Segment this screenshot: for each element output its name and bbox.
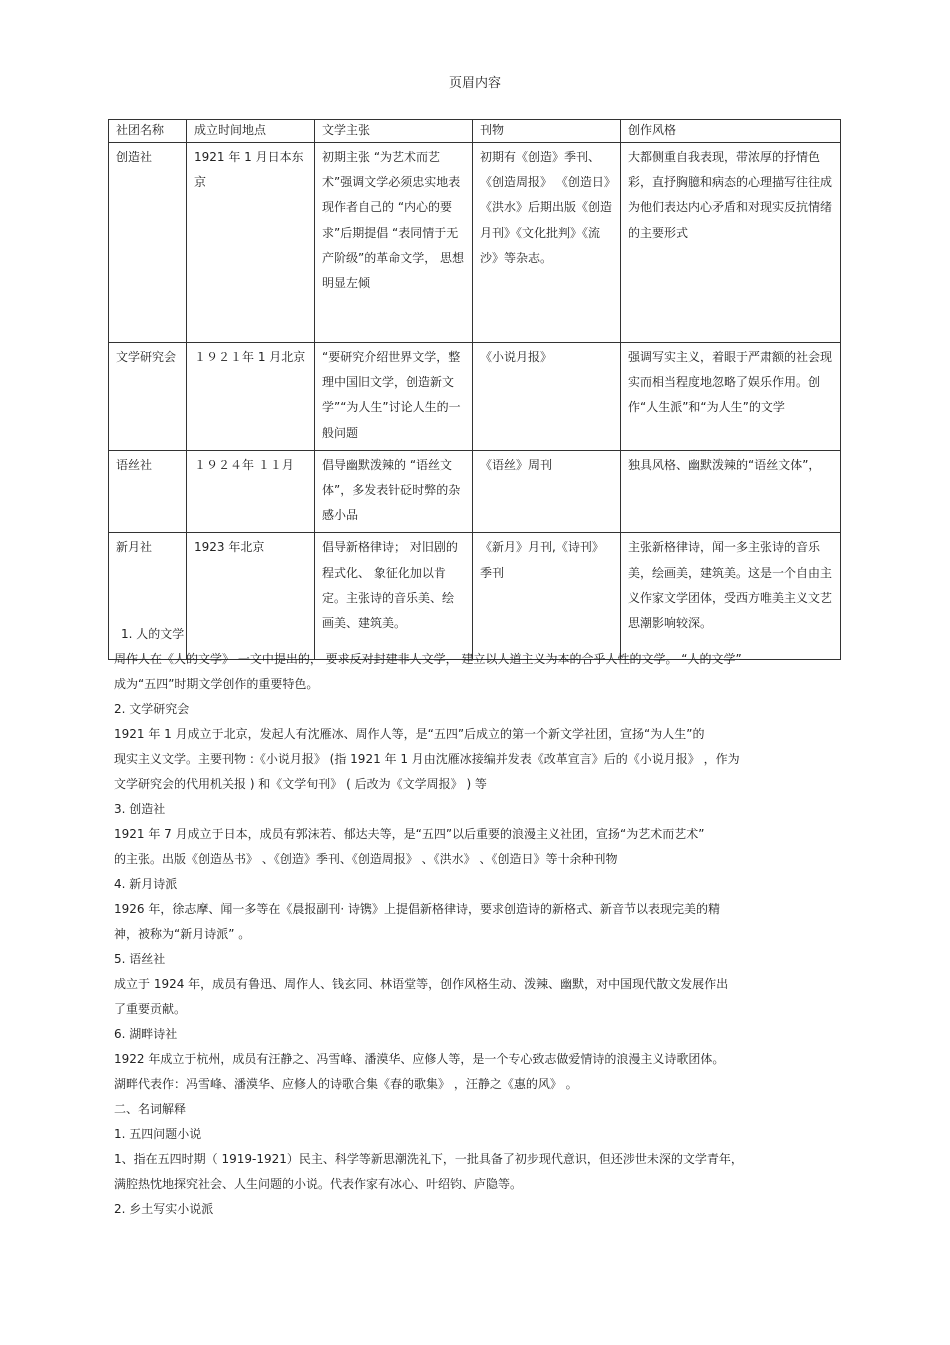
section-line: 1921 年 1 月成立于北京，发起人有沈雁冰、周作人等，是“五四”后成立的第一个新文学社团，宣扬“为人生”的	[114, 727, 705, 741]
section-heading: 2. 乡土写实小说派	[114, 1202, 214, 1216]
publications-cell: 《新月》月刊,《诗刊》季刊	[473, 533, 621, 660]
section-line: 1、指在五四时期（ 1919-1921）民主、科学等新思潮洗礼下，一批具备了初步现代意识，但还涉世未深的文学青年，	[114, 1152, 743, 1166]
section-line: 了重要贡献。	[114, 1002, 187, 1016]
style-cell: 独具风格、幽默泼辣的“语丝文体”，	[621, 450, 841, 533]
section-line: 现实主义文学。主要刊物 :《小说月报》 (指 1921 年 1 月由沈雁冰接编并发表《改革宣言》后的《小说月报》 ，作为	[114, 752, 740, 766]
column-header: 文学主张	[315, 120, 473, 143]
society-name-cell: 创造社	[109, 143, 187, 343]
doctrine-cell: 倡导幽默泼辣的 “语丝文体”，多发表针砭时弊的杂感小品	[315, 450, 473, 533]
table-row	[109, 343, 841, 451]
section-line: 1926 年，徐志摩、闻一多等在《晨报副刊· 诗镌》上提倡新格律诗，要求创造诗的新格式、新音节以表现完美的精	[114, 902, 720, 916]
column-header: 社团名称	[109, 120, 187, 143]
founding-cell: 1923 年北京	[187, 533, 315, 660]
section-line: 的主张。出版《创造丛书》 、《创造》季刊、《创造周报》 、《洪水》 、《创造日》等十余种刊物	[114, 852, 618, 866]
section-heading: 4. 新月诗派	[114, 877, 178, 891]
society-name-cell: 语丝社	[109, 450, 187, 533]
style-cell: 强调写实主义，着眼于严肃额的社会现实而相当程度地忽略了娱乐作用。创作“人生派”和“为人生”的文学	[621, 343, 841, 451]
founding-cell: １９２４年 １１月	[187, 450, 315, 533]
publications-cell: 《小说月报》	[473, 343, 621, 451]
publications-cell: 《语丝》周刊	[473, 450, 621, 533]
notes-body	[114, 622, 836, 1222]
column-header: 刊物	[473, 120, 621, 143]
section-line: 1922 年成立于杭州，成员有汪静之、冯雪峰、潘漠华、应修人等，是一个专心致志做爱情诗的浪漫主义诗歌团体。	[114, 1052, 725, 1066]
section-line: 1921 年 7 月成立于日本，成员有郭沫若、郁达夫等，是“五四”以后重要的浪漫主义社团，宣扬“为艺术而艺术”	[114, 827, 705, 841]
section-line: 成立于 1924 年，成员有鲁迅、周作人、钱玄同、林语堂等，创作风格生动、泼辣、幽默，对中国现代散文发展作出	[114, 977, 729, 991]
section-heading: 6. 湖畔诗社	[114, 1027, 178, 1041]
doctrine-cell: “要研究介绍世界文学，整理中国旧文学，创造新文学”“为人生”讨论人生的一般问题	[315, 343, 473, 451]
page-header: 页眉内容	[448, 76, 501, 91]
publications-cell: 初期有《创造》季刊、《创造周报》 《创造日》《洪水》后期出版《创造月刊》《文化批判》《流沙》等杂志。	[473, 143, 621, 343]
society-name-cell: 新月社	[109, 533, 187, 660]
societies-table	[108, 119, 841, 660]
section-heading: 1. 人的文学	[121, 627, 185, 641]
section-line: 周作人在《人的文学》 一文中提出的， 要求反对封建非人文学， 建立以人道主义为本的合乎人性的文学。 “人的文学”	[114, 652, 742, 666]
style-cell: 大都侧重自我表现，带浓厚的抒情色彩，直抒胸臆和病态的心理描写往往成为他们表达内心矛盾和对现实反抗情绪的主要形式	[621, 143, 841, 343]
section-heading: 二、名词解释	[114, 1102, 187, 1116]
table-row	[109, 450, 841, 533]
founding-cell: 1921 年 1 月日本东京	[187, 143, 315, 343]
doctrine-cell: 倡导新格律诗； 对旧剧的程式化、 象征化加以肯定。主张诗的音乐美、绘画美、建筑美。	[315, 533, 473, 660]
section-line: 成为“五四”时期文学创作的重要特色。	[114, 677, 319, 691]
column-header: 创作风格	[621, 120, 841, 143]
founding-cell: １９２１年 1 月北京	[187, 343, 315, 451]
style-cell: 主张新格律诗，闻一多主张诗的音乐美，绘画美，建筑美。这是一个自由主义作家文学团体，受西方唯美主义文艺思潮影响较深。	[621, 533, 841, 660]
section-heading: 5. 语丝社	[114, 952, 166, 966]
section-heading: 2. 文学研究会	[114, 702, 190, 716]
column-header: 成立时间地点	[187, 120, 315, 143]
doctrine-cell: 初期主张 “为艺术而艺术”强调文学必须忠实地表现作者自己的 “内心的要求”后期提倡 “表同情于无产阶级”的革命文学， 思想明显左倾	[315, 143, 473, 343]
society-name-cell: 文学研究会	[109, 343, 187, 451]
section-heading: 1. 五四问题小说	[114, 1127, 202, 1141]
section-line: 满腔热忱地探究社会、人生问题的小说。代表作家有冰心、叶绍钧、庐隐等。	[114, 1177, 523, 1191]
section-heading: 3. 创造社	[114, 802, 166, 816]
table-row	[109, 143, 841, 343]
section-line: 文学研究会的代用机关报 ) 和《文学旬刊》 ( 后改为《文学周报》 ) 等	[114, 777, 487, 791]
section-line: 神，被称为“新月诗派” 。	[114, 927, 251, 941]
section-line: 湖畔代表作：冯雪峰、潘漠华、应修人的诗歌合集《春的歌集》 ，汪静之《惠的风》 。	[114, 1077, 578, 1091]
table-header-row	[109, 120, 841, 143]
